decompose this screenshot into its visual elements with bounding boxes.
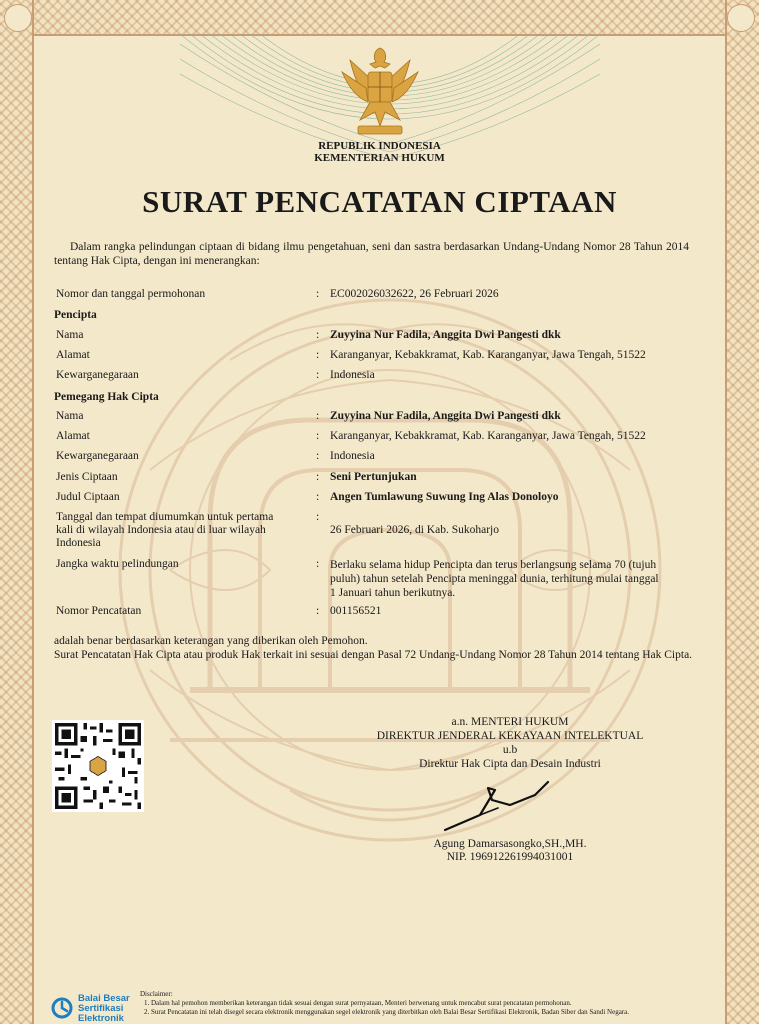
field-label: Jangka waktu pelindungan xyxy=(56,558,179,570)
sign-line-2: DIREKTUR JENDERAL KEKAYAAN INTELEKTUAL xyxy=(376,730,644,742)
field-label: Nomor Pencatatan xyxy=(56,605,142,617)
colon: : xyxy=(316,430,320,442)
work-title: Angen Tumlawung Suwung Ing Alas Donoloyo xyxy=(330,491,559,503)
colon: : xyxy=(316,558,320,570)
qr-code[interactable] xyxy=(52,720,144,812)
colon: : xyxy=(316,349,320,361)
colon: : xyxy=(316,511,320,523)
top-border xyxy=(0,0,759,36)
field-label: Tanggal dan tempat diumumkan untuk pertama kali di wilayah Indonesia atau di luar wilayah Indonesia xyxy=(56,511,274,549)
colon: : xyxy=(316,329,320,341)
creator-heading: Pencipta xyxy=(54,309,97,321)
garuda-emblem-icon xyxy=(330,40,430,140)
disclaimer-item-2: 2. Surat Pencatatan ini telah disegel secara elektronik menggunakan segel elektronik yang diterbitkan oleh Balai Besar Sertifikasi Elektronik, Badan Siber dan Sandi Negara. xyxy=(144,1008,629,1016)
bsre-line-3: Elektronik xyxy=(78,1013,124,1024)
colon: : xyxy=(316,605,320,617)
signatory-name: Agung Damarsasongko,SH.,MH. xyxy=(433,838,587,850)
handwritten-signature xyxy=(440,770,550,840)
announce-value: 26 Februari 2026, di Kab. Sukoharjo xyxy=(330,524,499,536)
disclaimer-item-1: 1. Dalam hal pemohon memberikan keterangan tidak sesuai dengan surat pernyataan, Menteri berwenang untuk mencabut surat pencatatan permohonan. xyxy=(144,999,572,1007)
corner-ornament-icon xyxy=(4,4,32,32)
intro-paragraph: Dalam rangka pelindungan ciptaan di bidang ilmu pengetahuan, seni dan sastra berdasarkan Undang-Undang Nomor 28 Tahun 2014 tentang Hak Cipta, dengan ini menerangkan: xyxy=(54,241,689,267)
sign-line-4: Direktur Hak Cipta dan Desain Industri xyxy=(419,758,601,770)
holder-name: Zuyyina Nur Fadila, Anggita Dwi Pangesti dkk xyxy=(330,410,561,422)
colon: : xyxy=(316,491,320,503)
disclaimer xyxy=(140,990,720,1017)
bsre-line-1: Balai Besar xyxy=(78,993,130,1004)
holder-citizenship: Indonesia xyxy=(330,450,375,462)
application-label: Nomor dan tanggal permohonan xyxy=(56,288,206,300)
creator-citizenship: Indonesia xyxy=(330,369,375,381)
field-label: Jenis Ciptaan xyxy=(56,471,118,483)
application-value: EC002026032622, 26 Februari 2026 xyxy=(330,288,499,300)
sign-line-1: a.n. MENTERI HUKUM xyxy=(451,716,569,728)
sign-line-3: u.b xyxy=(502,744,518,756)
field-label: Nama xyxy=(56,410,84,422)
signatory-nip: NIP. 196912261994031001 xyxy=(446,851,574,863)
colon: : xyxy=(316,288,320,300)
closing-line-1: adalah benar berdasarkan keterangan yang diberikan oleh Pemohon. xyxy=(54,635,368,647)
field-label: Nama xyxy=(56,329,84,341)
field-label: Alamat xyxy=(56,349,90,361)
field-label: Alamat xyxy=(56,430,90,442)
holder-address: Karanganyar, Kebakkramat, Kab. Karanganyar, Jawa Tengah, 51522 xyxy=(330,430,646,442)
colon: : xyxy=(316,410,320,422)
work-type: Seni Pertunjukan xyxy=(330,471,417,483)
republic-label: REPUBLIK INDONESIA xyxy=(318,140,441,152)
record-number: 001156521 xyxy=(330,605,382,617)
field-label: Kewarganegaraan xyxy=(56,450,139,462)
colon: : xyxy=(316,471,320,483)
bsre-label xyxy=(78,994,130,1024)
bsre-line-2: Sertifikasi xyxy=(78,1003,124,1014)
closing-line-2: Surat Pencatatan Hak Cipta atau produk Hak terkait ini sesuai dengan Pasal 72 Undang-Undang Nomor 28 Tahun 2014 tentang Hak Cipta. xyxy=(54,649,693,661)
closing-text xyxy=(54,634,694,662)
creator-name: Zuyyina Nur Fadila, Anggita Dwi Pangesti dkk xyxy=(330,329,561,341)
ministry-label: KEMENTERIAN HUKUM xyxy=(314,152,445,164)
field-label: Judul Ciptaan xyxy=(56,491,120,503)
colon: : xyxy=(316,369,320,381)
period-value: Berlaku selama hidup Pencipta dan terus berlangsung selama 70 (tujuh puluh) tahun setelah Pencipta meninggal dunia, terhitung mulai tanggal 1 Januari tahun berikutnya. xyxy=(330,559,659,599)
corner-ornament-icon xyxy=(727,4,755,32)
creator-address: Karanganyar, Kebakkramat, Kab. Karanganyar, Jawa Tengah, 51522 xyxy=(330,349,646,361)
colon: : xyxy=(316,450,320,462)
document-title: SURAT PENCATATAN CIPTAAN xyxy=(142,184,617,219)
holder-heading: Pemegang Hak Cipta xyxy=(54,391,159,403)
disclaimer-title: Disclaimer: xyxy=(140,990,173,998)
field-label: Kewarganegaraan xyxy=(56,369,139,381)
